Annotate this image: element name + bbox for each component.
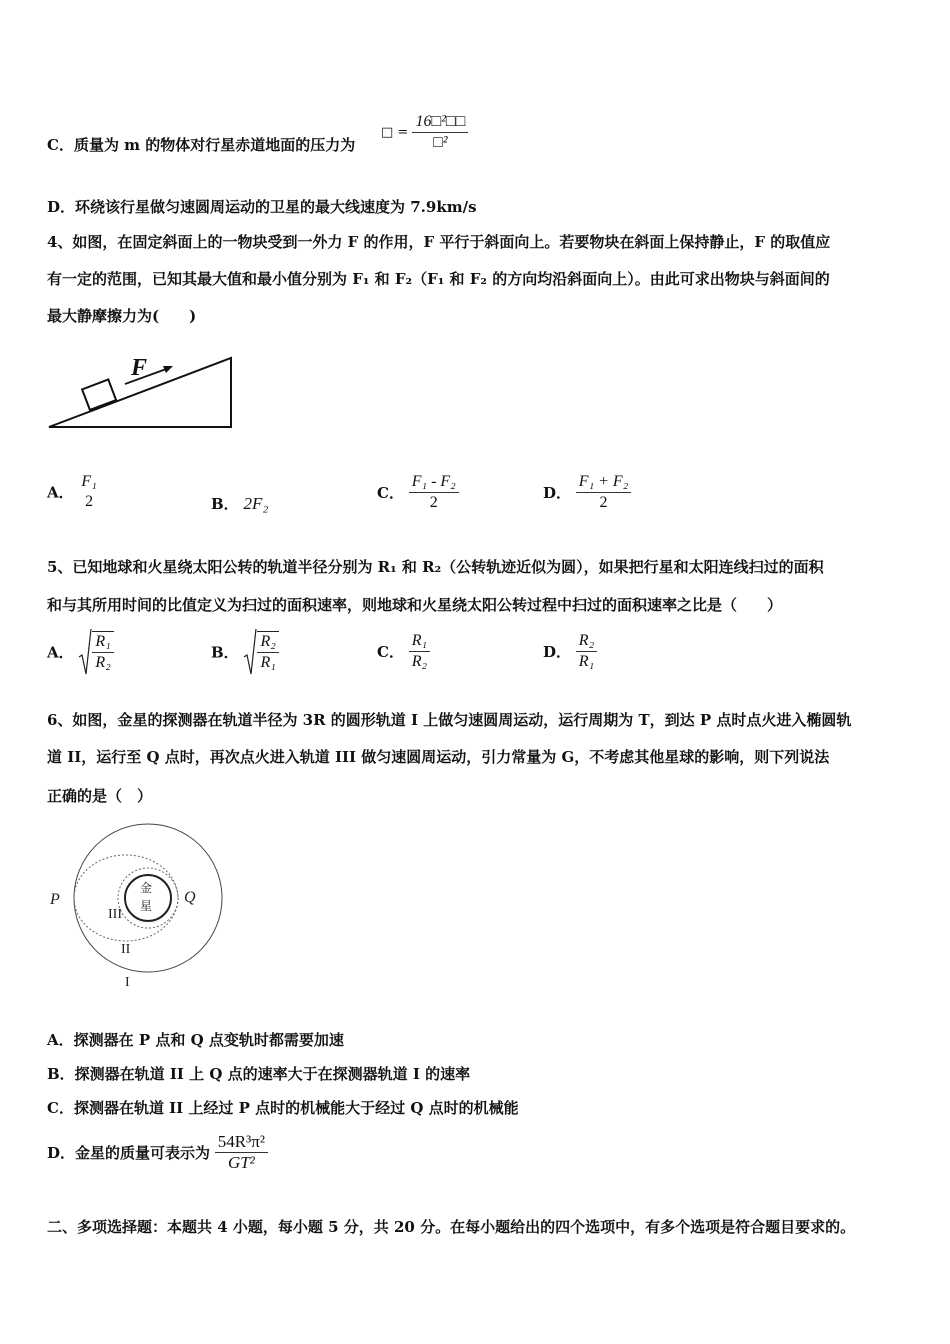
q6-line-3: 正确的是（ ） bbox=[47, 787, 153, 805]
q3-c-formula-num: 16□²□□ bbox=[415, 113, 466, 130]
q6-option-d-fraction bbox=[215, 1132, 268, 1173]
q6-line-1: 6、如图，金星的探测器在轨道半径为 3R 的圆形轨道 I 上做匀速圆周运动，运行周期为 T，到达 P 点时点火进入椭圆轨 bbox=[47, 711, 852, 729]
q4-line-3: 最大静摩擦力为( ) bbox=[47, 307, 197, 325]
q3-c-fraction bbox=[412, 112, 468, 153]
section-2-heading: 二、多项选择题：本题共 4 小题，每小题 5 分，共 20 分。在每小题给出的四个选项中，有多个选项是符合题目要求的。 bbox=[47, 1218, 856, 1236]
q6-option-b: B．探测器在轨道 II 上 Q 点的速率大于在探测器轨道 I 的速率 bbox=[47, 1065, 471, 1083]
planet-label-top: 金 bbox=[140, 881, 153, 895]
q4-option-a-fraction bbox=[78, 472, 99, 512]
q4-option-d-num: F₁ + F₂ bbox=[578, 473, 629, 490]
q5-option-c-num: R₁ bbox=[411, 632, 428, 649]
q6-option-c: C．探测器在轨道 II 上经过 P 点时的机械能大于经过 Q 点时的机械能 bbox=[47, 1099, 519, 1117]
q5-option-a-label: A． bbox=[47, 643, 74, 662]
q3-option-c: C．质量为 m 的物体对行星赤道地面的压力为 bbox=[47, 136, 356, 154]
q5-option-a bbox=[47, 627, 114, 677]
sqrt-sign-icon bbox=[78, 627, 92, 677]
q4-option-a-label: A． bbox=[47, 483, 74, 502]
q4-option-a-den: 2 bbox=[85, 493, 94, 510]
q5-line-2: 和与其所用时间的比值定义为扫过的面积速率，则地球和火星绕太阳公转过程中扫过的面积速率之比是（ ） bbox=[47, 596, 783, 614]
point-p-label: P bbox=[50, 891, 60, 908]
q6-option-a: A．探测器在 P 点和 Q 点变轨时都需要加速 bbox=[47, 1031, 344, 1049]
q5-line-1: 5、已知地球和火星绕太阳公转的轨道半径分别为 R₁ 和 R₂（公转轨迹近似为圆），如果把行星和太阳连线扫过的面积 bbox=[47, 558, 824, 576]
sqrt-sign-icon bbox=[243, 627, 257, 677]
q4-option-d-den: 2 bbox=[576, 492, 631, 513]
q5-option-b-num: R₂ bbox=[260, 633, 276, 650]
q4-option-c-label: C． bbox=[377, 484, 404, 502]
q4-line-1: 4、如图，在固定斜面上的一物块受到一外力 F 的作用，F 平行于斜面向上。若要物块在斜面上保持静止，F 的取值应 bbox=[47, 233, 831, 251]
q4-option-b-expr: 2F₂ bbox=[243, 494, 269, 513]
q6-option-d bbox=[47, 1132, 268, 1173]
q5-option-a-sqrt bbox=[78, 627, 113, 677]
q3-option-d: D．环绕该行星做匀速圆周运动的卫星的最大线速度为 7.9km/s bbox=[47, 198, 477, 216]
q5-option-a-den: R₂ bbox=[92, 652, 113, 673]
q3-c-formula-lhs: □ = bbox=[381, 125, 409, 140]
q5-option-b-sqrt bbox=[243, 627, 278, 677]
q5-option-d-fraction bbox=[576, 631, 597, 672]
q4-option-b bbox=[211, 493, 268, 514]
q4-line-2: 有一定的范围，已知其最大值和最小值分别为 F₁ 和 F₂（F₁ 和 F₂ 的方向均沿斜面向上）。由此可求出物块与斜面间的 bbox=[47, 270, 830, 288]
q5-option-b-fraction bbox=[257, 631, 278, 673]
q5-option-d-label: D． bbox=[543, 643, 572, 661]
q6-line-2: 道 II，运行至 Q 点时，再次点火进入轨道 III 做匀速圆周运动，引力常量为 G，不考虑其他星球的影响，则下列说法 bbox=[47, 748, 830, 766]
force-label: F bbox=[131, 355, 148, 381]
q5-option-a-num: R₁ bbox=[95, 633, 111, 650]
q4-option-a bbox=[47, 472, 100, 512]
q5-option-d-den: R₁ bbox=[576, 651, 597, 672]
q4-option-c-num: F₁ - F₂ bbox=[411, 473, 456, 490]
q5-option-a-fraction bbox=[92, 631, 113, 673]
force-arrow-head bbox=[163, 366, 173, 373]
q4-option-c-fraction bbox=[409, 472, 459, 513]
q5-option-c-label: C． bbox=[377, 643, 404, 661]
orbit-iii-label: III bbox=[108, 907, 122, 922]
block-on-incline bbox=[82, 379, 116, 410]
orbit-i-label: I bbox=[125, 975, 130, 990]
q4-option-c-den: 2 bbox=[409, 492, 459, 513]
q5-option-d bbox=[543, 631, 597, 672]
q6-option-d-den: GT² bbox=[215, 1152, 268, 1173]
q5-option-b-label: B． bbox=[211, 643, 239, 662]
point-q-label: Q bbox=[184, 889, 196, 906]
q3-c-formula-den: □² bbox=[412, 132, 468, 153]
q3-c-formula bbox=[381, 112, 468, 153]
q5-option-c-den: R₂ bbox=[409, 651, 430, 672]
q4-option-a-num: F₁ bbox=[81, 473, 97, 490]
orbit-ii-label: II bbox=[121, 942, 131, 957]
q5-option-d-num: R₂ bbox=[578, 632, 595, 649]
q6-option-d-text: D．金星的质量可表示为 bbox=[47, 1144, 211, 1162]
orbit-figure bbox=[40, 818, 250, 998]
q4-option-d-fraction bbox=[576, 472, 631, 513]
q5-option-c-fraction bbox=[409, 631, 430, 672]
q4-option-d bbox=[543, 472, 631, 513]
q5-option-b bbox=[211, 627, 279, 677]
q5-option-c bbox=[377, 631, 430, 672]
q4-option-d-label: D． bbox=[543, 484, 572, 502]
incline-figure bbox=[45, 350, 240, 432]
q6-option-d-num: 54R³π² bbox=[217, 1132, 265, 1151]
planet-label-bottom: 星 bbox=[140, 899, 153, 913]
q5-option-b-den: R₁ bbox=[257, 652, 278, 673]
q4-option-c bbox=[377, 472, 459, 513]
q4-option-b-label: B． bbox=[211, 495, 239, 513]
